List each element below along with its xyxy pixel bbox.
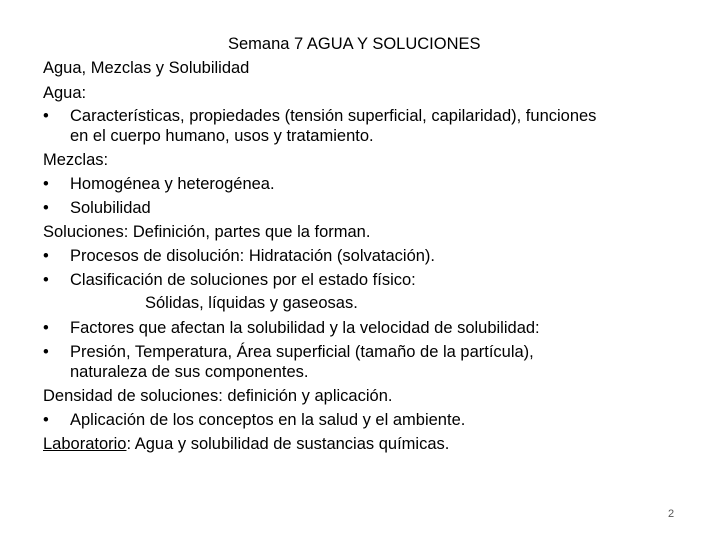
list-item-text: Aplicación de los conceptos en la salud y el ambiente. [70,411,466,429]
bullet-icon: • [43,343,49,361]
laboratorio-line [43,433,449,455]
bullet-icon: • [43,247,49,265]
section-heading-mezclas: Mezclas: [43,151,109,169]
page-number: 2 [668,508,675,520]
bullet-icon: • [43,271,49,289]
list-item-continuation: en el cuerpo humano, usos y tratamiento. [70,127,374,145]
bullet-icon: • [43,175,49,193]
list-item [43,197,151,219]
list-item [43,269,416,291]
bullet-icon: • [43,319,49,337]
list-subitem: Sólidas, líquidas y gaseosas. [145,294,358,312]
list-item [43,409,465,431]
list-item [43,245,435,267]
slide-subtitle: Agua, Mezclas y Solubilidad [43,59,250,77]
list-item [43,173,275,195]
section-heading-agua: Agua: [43,84,87,102]
bullet-icon: • [43,107,49,125]
list-item-continuation: naturaleza de sus componentes. [70,363,309,381]
list-item-text: Homogénea y heterogénea. [70,175,275,193]
list-item-text: Factores que afectan la solubilidad y la velocidad de solubilidad: [70,319,540,337]
list-item-text: Características, propiedades (tensión superficial, capilaridad), funciones [70,107,597,125]
bullet-icon: • [43,199,49,217]
list-item-text: Clasificación de soluciones por el estado físico: [70,271,416,289]
bullet-icon: • [43,411,49,429]
list-item [43,317,540,339]
list-item [43,341,534,363]
list-item [43,105,596,127]
section-heading-soluciones: Soluciones: Definición, partes que la forman. [43,223,371,241]
list-item-text: Solubilidad [70,199,151,217]
section-heading-densidad: Densidad de soluciones: definición y aplicación. [43,387,393,405]
list-item-text: Procesos de disolución: Hidratación (solvatación). [70,247,436,265]
list-item-text: Presión, Temperatura, Área superficial (tamaño de la partícula), [70,343,534,361]
laboratorio-label: Laboratorio [43,435,127,453]
slide-title: Semana 7 AGUA Y SOLUCIONES [228,35,481,53]
laboratorio-text: : Agua y solubilidad de sustancias químicas. [126,435,450,453]
